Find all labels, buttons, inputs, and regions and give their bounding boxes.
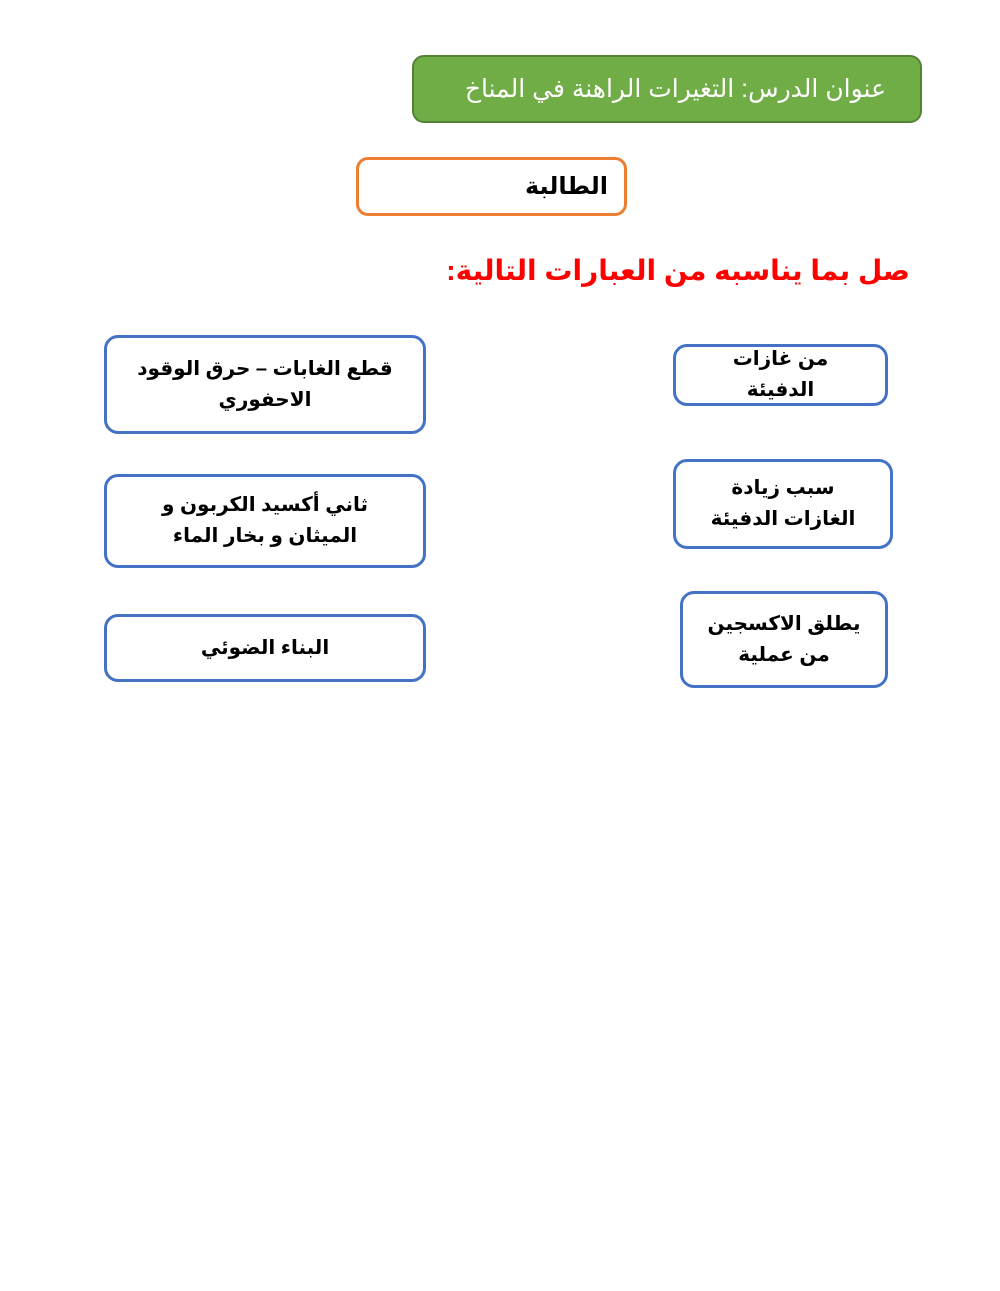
right-prompt-2-text: سبب زيادة الغازات الدفيئة — [710, 477, 856, 530]
right-prompt-1[interactable] — [673, 344, 888, 406]
left-answer-1-text: قطع الغابات – حرق الوقود الاحفوري — [137, 357, 393, 411]
student-name-field[interactable] — [356, 157, 627, 216]
lesson-title-banner — [412, 55, 922, 123]
left-answer-3-text: البناء الضوئي — [200, 636, 330, 659]
left-answer-3[interactable] — [104, 614, 426, 682]
right-prompt-3[interactable] — [680, 591, 888, 688]
student-label: الطالبة — [525, 173, 608, 200]
right-prompt-3-text: يطلق الاكسجين من عملية — [707, 612, 861, 666]
right-prompt-1-text: من غازات الدفيئة — [732, 348, 829, 401]
lesson-title: عنوان الدرس: التغيرات الراهنة في المناخ — [464, 75, 886, 103]
left-answer-1[interactable] — [104, 335, 426, 434]
left-answer-2-text: ثاني أكسيد الكربون و الميثان و بخار الماء — [162, 494, 368, 547]
instruction-text: صل بما يناسبه من العبارات التالية: — [446, 255, 910, 286]
right-prompt-2[interactable] — [673, 459, 893, 549]
left-answer-2[interactable] — [104, 474, 426, 568]
